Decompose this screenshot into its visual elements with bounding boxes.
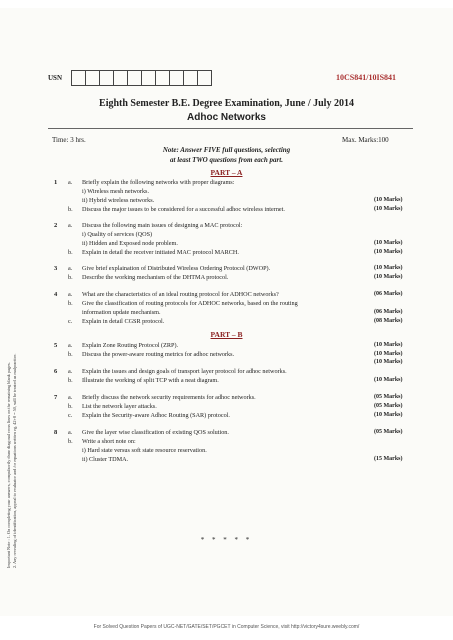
sub-label: b. — [68, 438, 73, 445]
marks: (10 Marks) — [374, 274, 403, 280]
marks: (05 Marks) — [374, 429, 403, 435]
marks: (10 Marks) — [374, 206, 403, 212]
question-number: 5 — [54, 342, 58, 349]
marks: (10 Marks) — [374, 351, 403, 357]
sub-label: b. — [68, 206, 73, 213]
sub-label: c. — [68, 318, 73, 325]
question-text: Explain in detail CGSR protocol. — [82, 318, 165, 325]
instructions-note — [0, 145, 453, 165]
question-text: ii) Hybrid wireless networks. — [82, 197, 155, 204]
part-b-heading: PART – B — [210, 330, 243, 339]
question-text: Write a short note on: — [82, 438, 136, 445]
sub-label: a. — [68, 291, 73, 298]
side-note-line-2: 2. Any revealing of identification, appeal to evaluator and /or equations written eg, 42+8 = 50, will be treated as malpractice. — [12, 353, 17, 568]
max-marks: Max. Marks:100 — [342, 136, 389, 144]
question-text: ii) Hidden and Exposed node problem. — [82, 240, 178, 247]
question-text: ii) Cluster TDMA. — [82, 456, 129, 463]
marks: (05 Marks) — [374, 394, 403, 400]
exam-paper-page — [0, 8, 453, 616]
header-rule — [48, 128, 413, 129]
usn-label: USN — [48, 74, 63, 82]
sub-label: c. — [68, 412, 73, 419]
question-text: Briefly discuss the network security requirements for adhoc networks. — [82, 394, 256, 401]
question-text: Explain the issues and design goals of transport layer protocol for adhoc networks. — [82, 368, 287, 375]
question-text: What are the characteristics of an ideal routing protocol for ADHOC networks? — [82, 291, 279, 298]
question-text: Explain Zone Routing Protocol (ZRP). — [82, 342, 179, 349]
question-number: 3 — [54, 265, 58, 272]
question-number: 4 — [54, 291, 58, 298]
question-text: Discuss the following main issues of designing a MAC protocol: — [82, 222, 243, 229]
question-text: Give brief explaination of Distributed Wireless Ordering Protocol (DWOP). — [82, 265, 271, 272]
question-text: Briefly explain the following networks with proper diagrams: — [82, 179, 235, 186]
part-a-heading: PART – A — [210, 168, 243, 177]
note-line-2: at least TWO questions from each part. — [170, 156, 283, 164]
marks: (10 Marks) — [374, 377, 403, 383]
question-number: 8 — [54, 429, 58, 436]
sub-label: a. — [68, 222, 73, 229]
question-number: 6 — [54, 368, 58, 375]
sub-label: b. — [68, 377, 73, 384]
question-text: Discuss the power-aware routing metrics for adhoc networks. — [82, 351, 235, 358]
marks: (10 Marks) — [374, 265, 403, 271]
question-number: 1 — [54, 179, 58, 186]
sub-label: a. — [68, 368, 73, 375]
exam-title: Eighth Semester B.E. Degree Examination, June / July 2014 — [99, 98, 354, 109]
subject-title: Adhoc Networks — [187, 112, 266, 123]
marks: (10 Marks) — [374, 240, 403, 246]
time-allowed: Time: 3 hrs. — [52, 136, 86, 144]
paper-code: 10CS841/10IS841 — [336, 73, 397, 82]
question-text: Discuss the major issues to be considered for a successful adhoc wireless internet. — [82, 206, 285, 213]
important-note-sidebar — [6, 148, 16, 568]
sub-label: a. — [68, 179, 73, 186]
marks: (05 Marks) — [374, 403, 403, 409]
side-note-line-1: Important Note : 1. On completing your answers, compulsorily draw diagonal cross lines on the remaining blank pages. — [6, 362, 11, 568]
question-text: i) Hard state versus soft state resource reservation. — [82, 447, 207, 454]
question-text: Illustrate the working of split TCP with a neat diagram. — [82, 377, 219, 384]
question-text: Give the layer wise classification of existing QOS solution. — [82, 429, 229, 436]
marks: (10 Marks) — [374, 342, 403, 348]
question-number: 2 — [54, 222, 58, 229]
usn-boxes — [72, 70, 212, 86]
sub-label: b. — [68, 249, 73, 256]
question-text: List the network layer attacks. — [82, 403, 157, 410]
end-of-paper-mark: * * * * * — [200, 536, 253, 544]
question-text: i) Wireless mesh networks. — [82, 188, 149, 195]
footer-link[interactable]: For Solved Question Papers of UGC-NET/GATE/SET/PGCET in Computer Science, visit http://victory4sure.weebly.com/ — [93, 624, 360, 630]
marks: (06 Marks) — [374, 291, 403, 297]
question-number: 7 — [54, 394, 58, 401]
question-text: Explain the Security-aware Adhoc Routing (SAR) protocol. — [82, 412, 230, 419]
sub-label: b. — [68, 403, 73, 410]
marks: (15 Marks) — [374, 456, 403, 462]
note-line-1: Note: Answer FIVE full questions, selecting — [162, 146, 291, 154]
question-text: information update mechanism. — [82, 309, 161, 316]
sub-label: b. — [68, 351, 73, 358]
marks: (08 Marks) — [374, 318, 403, 324]
marks: (10 Marks) — [374, 359, 403, 365]
question-text: Explain in detail the receiver initiated MAC protocol MARCH. — [82, 249, 239, 256]
sub-label: a. — [68, 265, 73, 272]
question-text: Give the classification of routing protocols for ADHOC networks, based on the routing — [82, 300, 298, 307]
question-text: Describe the working mechanism of the DHTMA protocol. — [82, 274, 229, 281]
question-text: i) Quality of services (QOS) — [82, 231, 153, 238]
sub-label: b. — [68, 300, 73, 307]
marks: (06 Marks) — [374, 309, 403, 315]
sub-label: a. — [68, 394, 73, 401]
sub-label: a. — [68, 429, 73, 436]
marks: (10 Marks) — [374, 249, 403, 255]
marks: (10 Marks) — [374, 412, 403, 418]
sub-label: b. — [68, 274, 73, 281]
marks: (10 Marks) — [374, 197, 403, 203]
sub-label: a. — [68, 342, 73, 349]
